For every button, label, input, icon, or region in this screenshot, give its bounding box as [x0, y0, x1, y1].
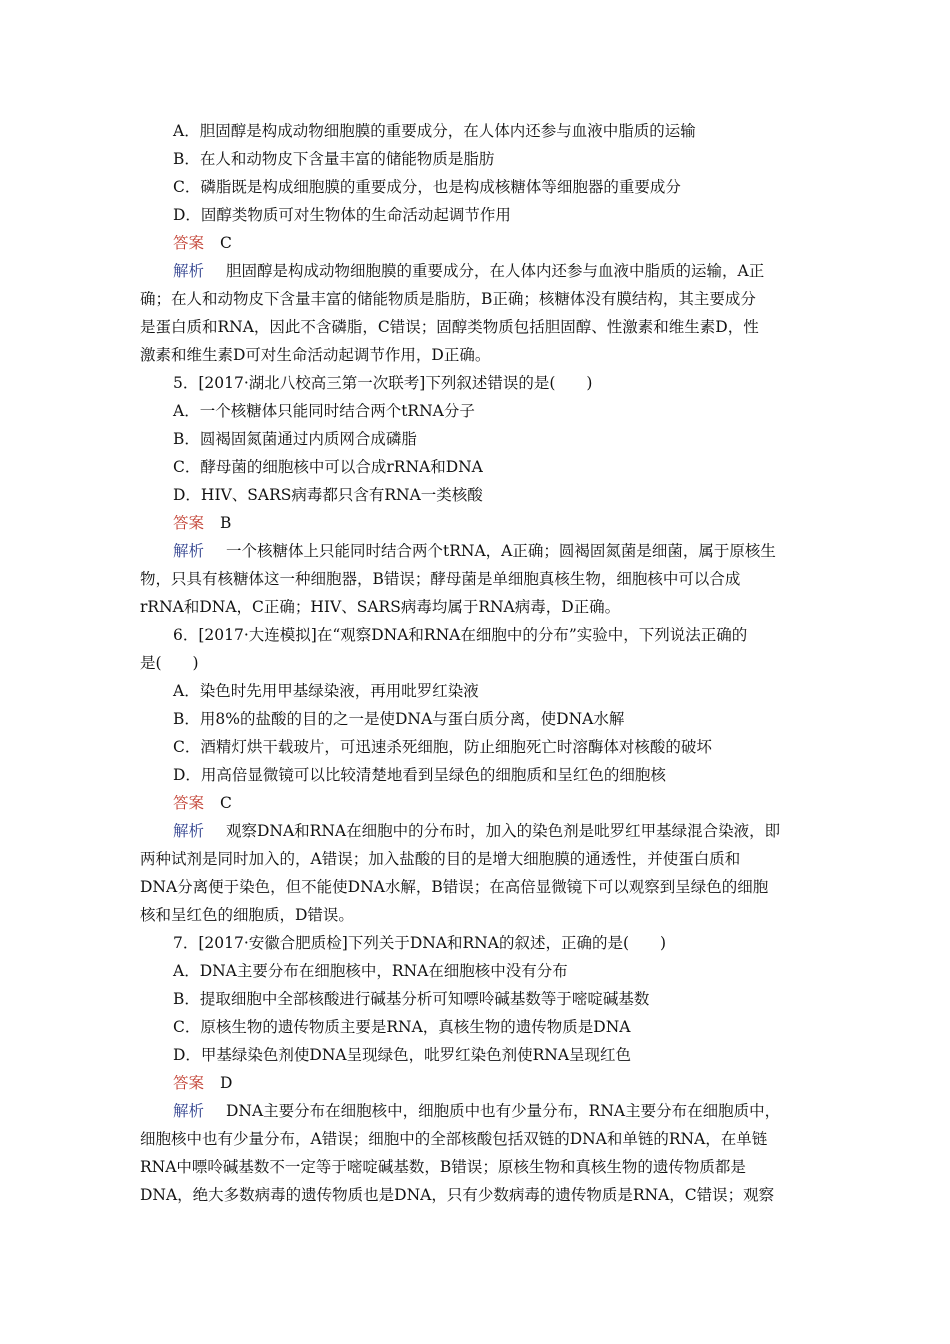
answer-line [0, 1069, 950, 1097]
analysis-line: 解析 一个核糖体上只能同时结合两个tRNA，A正确；圆褐固氮菌是细菌，属于原核生 [0, 537, 950, 565]
analysis-label: 解析 [173, 542, 205, 560]
option-line: B．提取细胞中全部核酸进行碱基分析可知嘌呤碱基数等于嘧啶碱基数 [173, 990, 650, 1008]
option-line: C．酒精灯烘干载玻片，可迅速杀死细胞，防止细胞死亡时溶酶体对核酸的破坏 [173, 738, 712, 756]
analysis-line: 核和呈红色的细胞质，D错误。 [140, 906, 354, 924]
option-line: C．酵母菌的细胞核中可以合成rRNA和DNA [173, 458, 483, 476]
analysis-line: DNA分离便于染色，但不能使DNA水解，B错误；在高倍显微镜下可以观察到呈绿色的细胞 [140, 878, 769, 896]
analysis-line: 解析 胆固醇是构成动物细胞膜的重要成分，在人体内还参与血液中脂质的运输，A正 [0, 257, 950, 285]
option-line: A．胆固醇是构成动物细胞膜的重要成分，在人体内还参与血液中脂质的运输 [173, 122, 696, 140]
analysis-line: 激素和维生素D可对生命活动起调节作用，D正确。 [140, 346, 491, 364]
answer-label: 答案 [173, 234, 205, 252]
analysis-line: rRNA和DNA，C正确；HIV、SARS病毒均属于RNA病毒，D正确。 [140, 598, 621, 616]
analysis-line: 是蛋白质和RNA，因此不含磷脂，C错误；固醇类物质包括胆固醇、性激素和维生素D，性 [140, 318, 759, 336]
answer-value: B [220, 514, 232, 532]
analysis-line: 确；在人和动物皮下含量丰富的储能物质是脂肪，B正确；核糖体没有膜结构，其主要成分 [140, 290, 756, 308]
answer-label: 答案 [173, 514, 205, 532]
analysis-line: DNA，绝大多数病毒的遗传物质也是DNA，只有少数病毒的遗传物质是RNA，C错误；观察 [140, 1186, 775, 1204]
answer-value: D [220, 1074, 233, 1092]
option-line: A．一个核糖体只能同时结合两个tRNA分子 [173, 402, 475, 420]
answer-value: C [220, 234, 232, 252]
analysis-line: 细胞核中也有少量分布，A错误；细胞中的全部核酸包括双链的DNA和单链的RNA，在单链 [140, 1130, 768, 1148]
option-line: D．甲基绿染色剂使DNA呈现绿色，吡罗红染色剂使RNA呈现红色 [173, 1046, 632, 1064]
question-stem: 7．[2017·安徽合肥质检]下列关于DNA和RNA的叙述，正确的是( ) [173, 934, 667, 952]
analysis-label: 解析 [173, 262, 205, 280]
analysis-line: 解析 观察DNA和RNA在细胞中的分布时，加入的染色剂是吡罗红甲基绿混合染液，即 [0, 817, 950, 845]
analysis-line: RNA中嘌呤碱基数不一定等于嘧啶碱基数，B错误；原核生物和真核生物的遗传物质都是 [140, 1158, 746, 1176]
question-stem: 6．[2017·大连模拟]在“观察DNA和RNA在细胞中的分布”实验中，下列说法正确的 [173, 626, 748, 644]
option-line: D．用高倍显微镜可以比较清楚地看到呈绿色的细胞质和呈红色的细胞核 [173, 766, 666, 784]
option-line: D．固醇类物质可对生物体的生命活动起调节作用 [173, 206, 511, 224]
question-stem: 是( ) [140, 654, 199, 672]
analysis-label: 解析 [173, 822, 205, 840]
answer-label: 答案 [173, 1074, 205, 1092]
option-line: D．HIV、SARS病毒都只含有RNA一类核酸 [173, 486, 483, 504]
option-line: A．染色时先用甲基绿染液，再用吡罗红染液 [173, 682, 479, 700]
option-line: B．在人和动物皮下含量丰富的储能物质是脂肪 [173, 150, 495, 168]
answer-line [0, 509, 950, 537]
option-line: C．磷脂既是构成细胞膜的重要成分，也是构成核糖体等细胞器的重要成分 [173, 178, 681, 196]
option-line: B．圆褐固氮菌通过内质网合成磷脂 [173, 430, 417, 448]
analysis-line: 两种试剂是同时加入的，A错误；加入盐酸的目的是增大细胞膜的通透性，并使蛋白质和 [140, 850, 741, 868]
analysis-label: 解析 [173, 1102, 205, 1120]
answer-value: C [220, 794, 232, 812]
answer-line [0, 229, 950, 257]
analysis-line: 解析 DNA主要分布在细胞核中，细胞质中也有少量分布，RNA主要分布在细胞质中， [0, 1097, 950, 1125]
question-stem: 5．[2017·湖北八校高三第一次联考]下列叙述错误的是( ) [173, 374, 593, 392]
answer-line [0, 789, 950, 817]
option-line: C．原核生物的遗传物质主要是RNA，真核生物的遗传物质是DNA [173, 1018, 631, 1036]
option-line: B．用8%的盐酸的目的之一是使DNA与蛋白质分离，使DNA水解 [173, 710, 625, 728]
answer-label: 答案 [173, 794, 205, 812]
analysis-line: 物，只具有核糖体这一种细胞器，B错误；酵母菌是单细胞真核生物，细胞核中可以合成 [140, 570, 741, 588]
option-line: A．DNA主要分布在细胞核中，RNA在细胞核中没有分布 [173, 962, 568, 980]
